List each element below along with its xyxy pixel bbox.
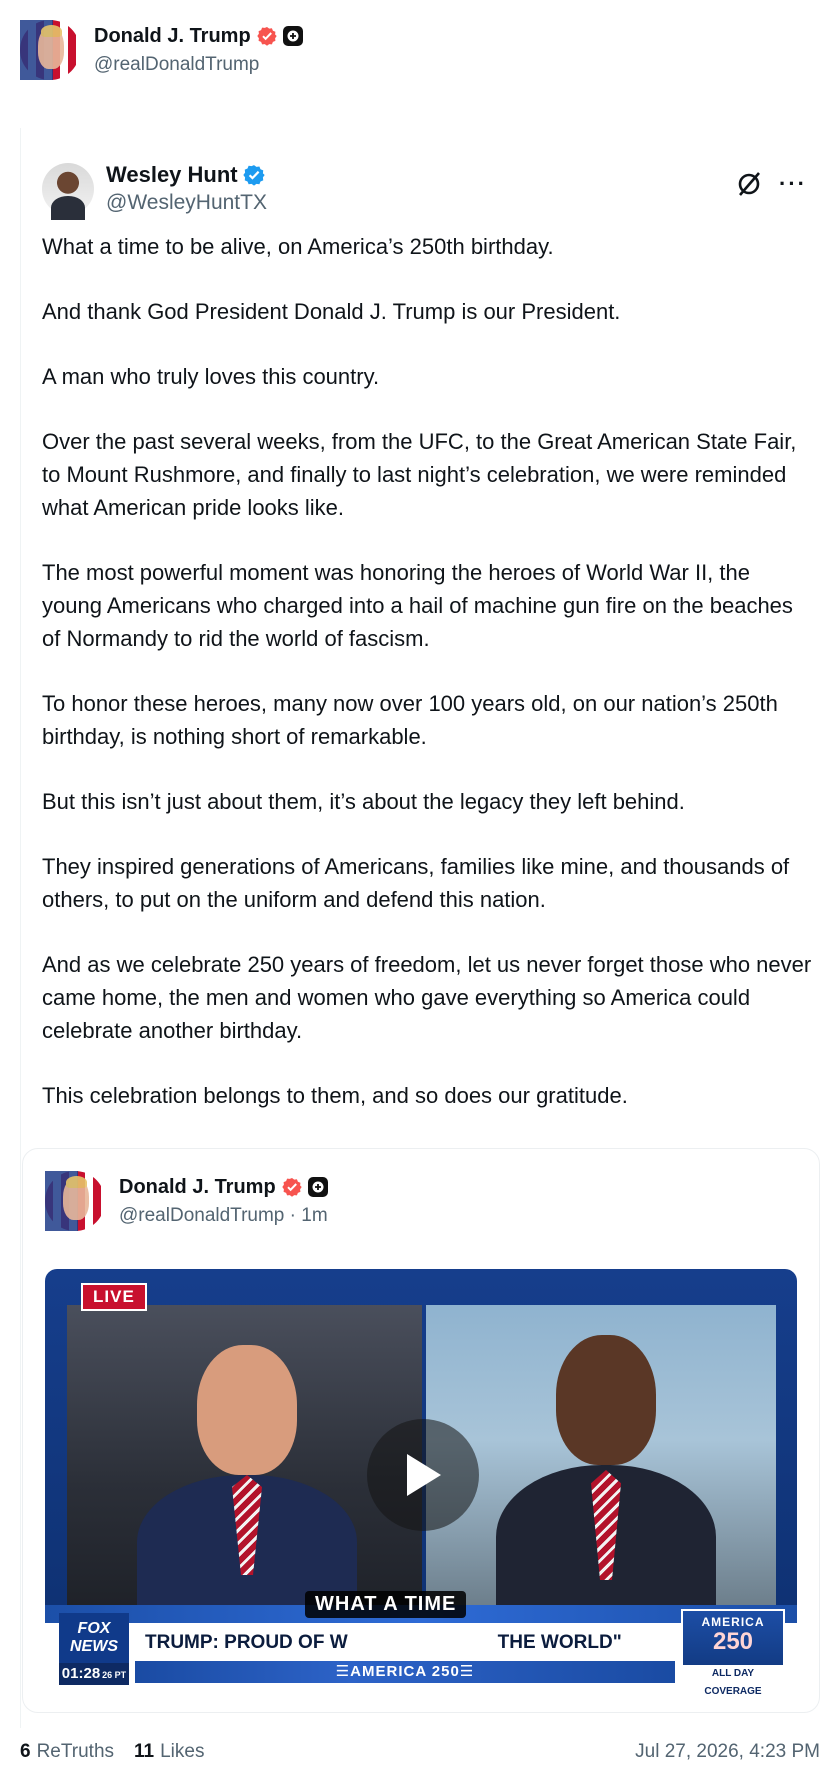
america-250-promo: AMERICA 250 ALL DAY COVERAGE (681, 1609, 785, 1685)
post-paragraph: A man who truly loves this country. (42, 364, 380, 389)
post-paragraph: And thank God President Donald J. Trump is our President. (42, 299, 621, 324)
quoted-post-header (42, 162, 267, 215)
ticker-headline: TRUMP: PROUD OF W THE WORLD" (145, 1632, 622, 1653)
verified-badge-icon (257, 26, 277, 46)
retruths-stat[interactable]: 6 ReTruths (20, 1741, 115, 1762)
video-player[interactable] (45, 1269, 797, 1697)
inner-author-name[interactable]: Donald J. Trump (119, 1175, 276, 1198)
broadcast-time: 01:28 26 PT (59, 1663, 129, 1685)
grok-icon[interactable] (733, 168, 765, 200)
inner-author-handle[interactable]: @realDonaldTrump · 1m (119, 1204, 328, 1226)
live-badge: LIVE (81, 1283, 147, 1311)
play-button[interactable] (367, 1419, 479, 1531)
verified-badge-icon (244, 165, 264, 185)
video-caption: WHAT A TIME (305, 1591, 466, 1618)
post-paragraph: And as we celebrate 250 years of freedom, let us never forget those who never came home, the men and women who gave everything so America could celebrate another birthday. (42, 952, 812, 1043)
author-avatar[interactable] (20, 20, 80, 80)
post-paragraph: The most powerful moment was honoring the heroes of World War II, the young Americans who charged into a hail of machine gun fire on the beaches of Normandy to rid the world of fascism. (42, 560, 793, 651)
play-icon (401, 1450, 445, 1500)
author-handle[interactable]: @realDonaldTrump (94, 53, 260, 75)
author-name[interactable]: Donald J. Trump (94, 24, 251, 47)
post-paragraph: This celebration belongs to them, and so does our gratitude. (42, 1083, 628, 1108)
more-options-icon[interactable]: ··· (779, 171, 807, 196)
post-paragraph: They inspired generations of Americans, families like mine, and thousands of others, to put on the uniform and defend this nation. (42, 854, 790, 912)
quoted-post-text (42, 230, 812, 1144)
plus-badge-icon (308, 1177, 328, 1197)
post-header (20, 20, 303, 80)
quoted-author-handle[interactable]: @WesleyHuntTX (106, 191, 267, 214)
america-250-strip: ☰AMERICA 250☰ (135, 1661, 675, 1683)
post-timestamp[interactable]: Jul 27, 2026, 4:23 PM (635, 1741, 820, 1762)
quoted-author-avatar[interactable] (42, 163, 94, 215)
post-paragraph: To honor these heroes, many now over 100 years old, on our nation’s 250th birthday, is nothing short of remarkable. (42, 691, 778, 749)
post-paragraph: But this isn’t just about them, it’s about the legacy they left behind. (42, 789, 685, 814)
fox-news-logo: FOX NEWS (59, 1613, 129, 1663)
inner-author-avatar[interactable] (45, 1171, 105, 1231)
inner-post-header (45, 1171, 328, 1231)
post-footer (20, 1732, 820, 1772)
likes-stat[interactable]: 11 Likes (134, 1741, 205, 1762)
video-right-panel (426, 1305, 776, 1605)
post-paragraph: What a time to be alive, on America’s 250th birthday. (42, 234, 554, 259)
plus-badge-icon (283, 26, 303, 46)
post-paragraph: Over the past several weeks, from the UFC, to the Great American State Fair, to Mount Rushmore, and finally to last night’s celebration, we were reminded what American pride looks like. (42, 429, 797, 520)
inner-post-card[interactable] (22, 1148, 820, 1713)
quoted-author-name[interactable]: Wesley Hunt (106, 162, 238, 187)
verified-badge-icon (282, 1177, 302, 1197)
video-left-panel (67, 1305, 422, 1605)
